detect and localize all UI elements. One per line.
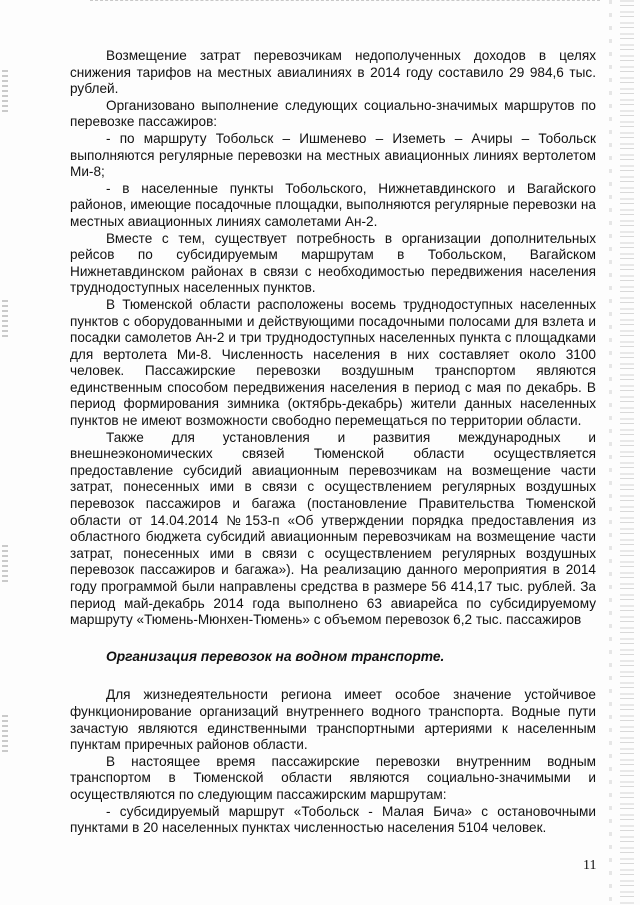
paragraph-remote-settlements: В Тюменской области расположены восемь труднодоступных населенных пунктов с оборудованными и действующими посадочными полосами для взлета и посадки самолетов Ан-2 и три труднодоступных населенных пункта с площадками для вертолета Ми-8. Численность населения в них составляет около 3100 человек. Пассажирские перевозки воздушным транспортом являются единственным способом передвижения населения в период с мая по декабрь. В период формирования зимника (октябрь-декабрь) жители данных населенных пунктов не имеют возможности свободно перемещаться по территории области. xyxy=(70,296,596,429)
scan-artifact-top xyxy=(90,0,600,3)
section-heading-water-transport: Организация перевозок на водном транспорте. xyxy=(106,648,445,664)
scan-artifact-right-edge xyxy=(620,0,634,905)
page-number: 11 xyxy=(583,858,597,873)
scan-artifact-left-2 xyxy=(2,300,8,340)
scan-artifact-right-line xyxy=(609,0,612,905)
paragraph-subsidy-compensation: Возмещение затрат перевозчикам недополученных доходов в целях снижения тарифов на местных авиалиниях в 2014 году составило 29 984,6 тыс. рублей. xyxy=(70,48,596,97)
paragraph-additional-flights: Вместе с тем, существует потребность в организации дополнительных рейсов по субсидируемым маршрутам в Тобольском, Вагайском Нижнетавдинском районах в связи с необходимостью передвижения населения труднодоступных населенных пунктов. xyxy=(70,230,596,296)
list-item-an2-route: - в населенные пункты Тобольского, Нижнетавдинского и Вагайского районов, имеющие посадочные площадки, выполняются регулярные перевозки на местных авиационных линиях самолетами Ан-2. xyxy=(70,180,596,229)
scan-artifact-left-3 xyxy=(2,545,8,585)
paragraph-international-subsidies: Также для установления и развития международных и внешнеэкономических связей Тюменской области осуществляется предоставление субсидий авиационным перевозчикам на возмещение части затрат, понесенных ими в связи с осуществлением регулярных воздушных перевозок пассажиров и багажа (постановление Правительства Тюменской области от 14.04.2014 №153-п «Об утверждении порядка предоставления из областного бюджета субсидий авиационным перевозчикам на возмещение части затрат, понесенных ими в связи с осуществлением регулярных воздушных перевозок пассажиров и багажа»). На реализацию данного мероприятия в 2014 году программой были направлены средства в размере 56 414,17 тыс. рублей. За период май-декабрь 2014 года выполнено 63 авиарейса по субсидируемому маршруту «Тюмень-Мюнхен-Тюмень» с объемом перевозок 6,2 тыс. пассажиров xyxy=(70,429,596,628)
paragraph-water-routes-intro: В настоящее время пассажирские перевозки внутренним водным транспортом в Тюменской области являются социально-значимыми и осуществляются по следующим пассажирским маршрутам: xyxy=(70,753,596,802)
list-item-tobolsk-malaya-bicha: - субсидируемый маршрут «Тобольск - Малая Бича» с остановочными пунктами в 20 населенных пунктах численностью населения 5104 человек. xyxy=(70,803,596,836)
scan-artifact-left-4 xyxy=(2,715,8,755)
paragraph-water-transport-importance: Для жизнедеятельности региона имеет особое значение устойчивое функционирование организаций внутреннего водного транспорта. Водные пути зачастую являются единственными транспортными артериями к населенным пунктам приречных районов области. xyxy=(70,687,596,753)
scan-artifact-left-1 xyxy=(2,70,8,115)
document-body xyxy=(70,48,596,837)
paragraph-routes-intro: Организовано выполнение следующих социально-значимых маршрутов по перевозке пассажиров: xyxy=(70,97,596,130)
list-item-helicopter-route: - по маршруту Тобольск – Ишменево – Иземеть – Ачиры – Тобольск выполняются регулярные перевозки на местных авиационных линиях вертолетом Ми-8; xyxy=(70,130,596,180)
